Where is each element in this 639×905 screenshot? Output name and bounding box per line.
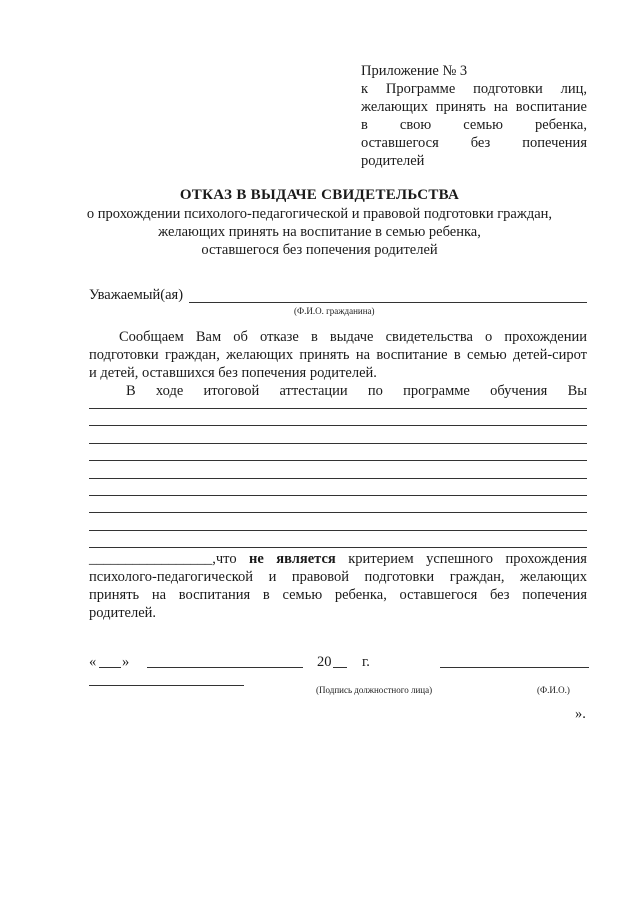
attestation-result-line[interactable] bbox=[89, 443, 587, 444]
attestation-result-line[interactable] bbox=[89, 547, 587, 548]
paragraph-line: родителей. bbox=[89, 605, 157, 621]
appendix-line: в свою семью ребенка, bbox=[361, 117, 587, 133]
paragraph-line: принять на воспитания в семью ребенка, оставшегося без попечения bbox=[89, 587, 587, 603]
greeting-label: Уважаемый(ая) bbox=[89, 287, 184, 303]
attestation-result-line[interactable] bbox=[89, 512, 587, 513]
date-open-quote: « bbox=[89, 654, 97, 670]
attestation-result-line[interactable] bbox=[89, 495, 587, 496]
attestation-result-line[interactable] bbox=[89, 408, 587, 409]
subtitle-line: желающих принять на воспитание в семью ребенка, bbox=[158, 224, 481, 240]
paragraph-line bbox=[89, 550, 587, 568]
subtitle-line: оставшегося без попечения родителей bbox=[201, 242, 438, 258]
paragraph-line: В ходе итоговой аттестации по программе обучения Вы bbox=[126, 383, 587, 399]
appendix-number: Приложение № 3 bbox=[361, 63, 468, 79]
date-close-quote: » bbox=[122, 654, 130, 670]
appendix-block bbox=[361, 62, 587, 170]
attestation-result-line[interactable] bbox=[89, 460, 587, 461]
paragraph-line: Сообщаем Вам об отказе в выдаче свидетельства о прохождении bbox=[119, 329, 587, 345]
attestation-result-line[interactable] bbox=[89, 530, 587, 531]
appendix-line: желающих принять на воспитание bbox=[361, 99, 587, 115]
appendix-line: к Программе подготовки лиц, bbox=[361, 81, 587, 97]
appendix-line: оставшегося без попечения bbox=[361, 135, 587, 151]
subtitle-line: о прохождении психолого-педагогической и правовой подготовки граждан, bbox=[86, 206, 553, 222]
official-name-field[interactable] bbox=[440, 667, 589, 668]
paragraph-criterion bbox=[89, 550, 587, 622]
paragraph-attestation bbox=[89, 382, 587, 400]
attestation-result-line[interactable] bbox=[89, 478, 587, 479]
recipient-name-field[interactable] bbox=[189, 302, 587, 303]
name-caption: (Ф.И.О.) bbox=[537, 685, 570, 695]
criterion-emphasis: не является bbox=[249, 551, 336, 567]
date-day-field[interactable] bbox=[99, 667, 121, 668]
criterion-text: критерием успешного прохождения bbox=[335, 551, 587, 567]
closing-quote: ». bbox=[575, 706, 586, 722]
paragraph-line: психолого-педагогической и правовой подготовки граждан, желающих bbox=[89, 569, 587, 585]
signature-caption: (Подпись должностного лица) bbox=[316, 685, 433, 695]
year-field[interactable] bbox=[333, 667, 347, 668]
year-suffix: г. bbox=[362, 654, 370, 670]
attestation-result-line[interactable] bbox=[89, 425, 587, 426]
paragraph-line: подготовки граждан, желающих принять на воспитание в семью детей-сирот bbox=[89, 347, 587, 363]
paragraph-line: и детей, оставшихся без попечения родителей. bbox=[89, 365, 377, 381]
appendix-line: родителей bbox=[361, 153, 425, 169]
recipient-name-caption: (Ф.И.О. гражданина) bbox=[294, 306, 375, 316]
paragraph-refusal bbox=[89, 328, 587, 382]
date-month-field[interactable] bbox=[147, 667, 303, 668]
official-position-field[interactable] bbox=[89, 685, 244, 686]
year-prefix: 20 bbox=[317, 654, 332, 670]
document-title: ОТКАЗ В ВЫДАЧЕ СВИДЕТЕЛЬСТВА bbox=[179, 187, 460, 203]
criterion-blank: _________________,что bbox=[89, 551, 250, 567]
